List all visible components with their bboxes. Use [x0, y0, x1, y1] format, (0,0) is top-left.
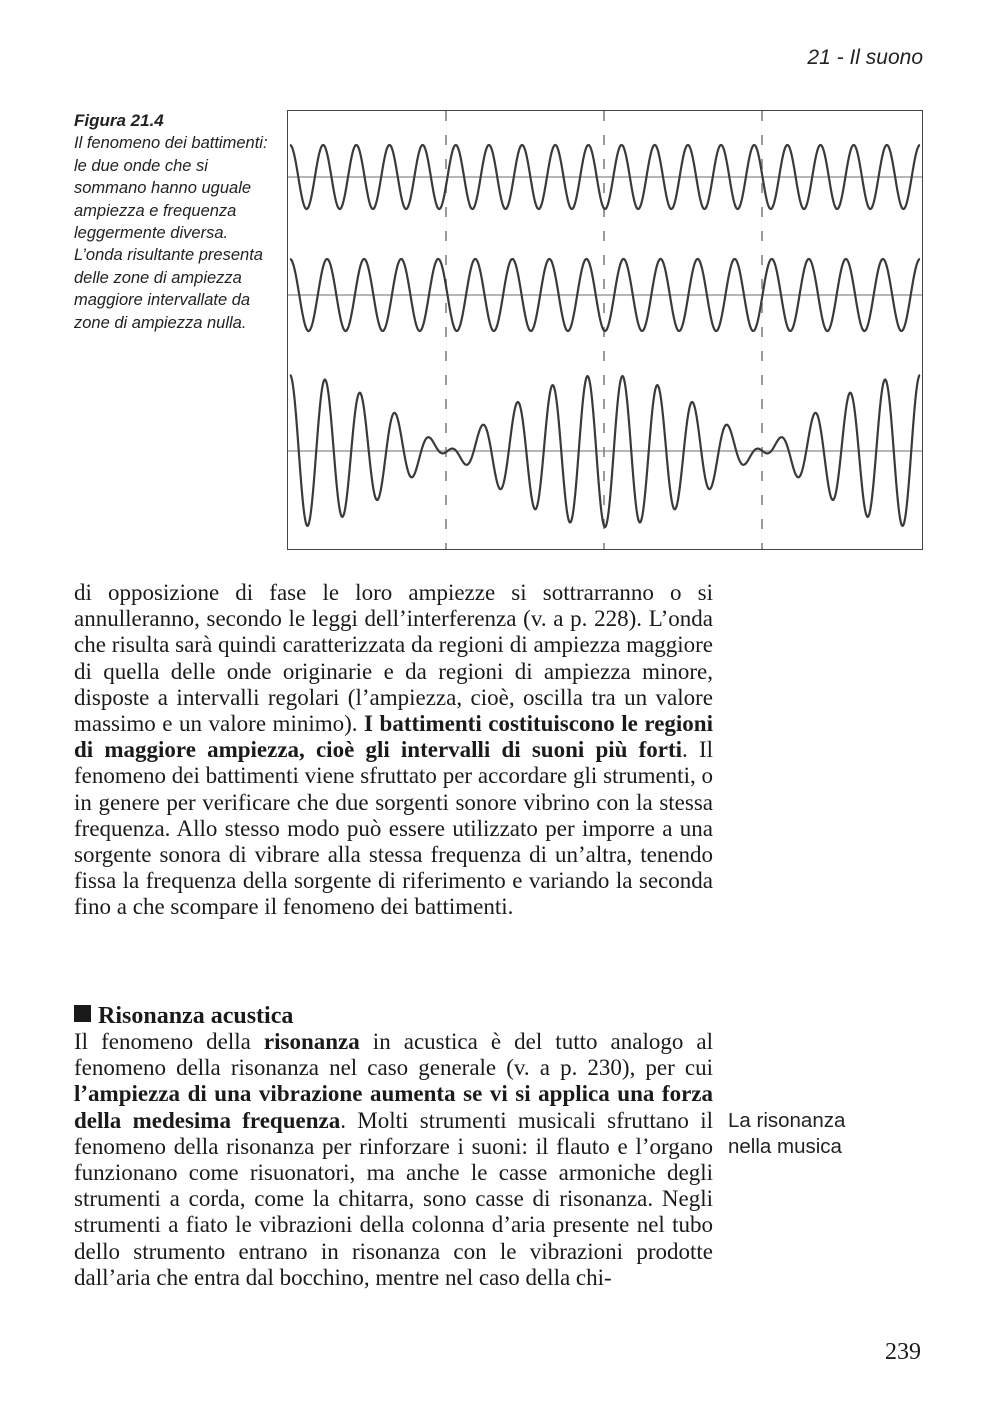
beats-waveform-plot: [288, 111, 922, 549]
bold-term-risonanza: risonanza: [263, 1029, 360, 1054]
text-run: Il fenomeno della: [74, 1029, 264, 1054]
margin-note-line: La risonanza: [728, 1109, 846, 1132]
bold-definition-battimenti: I battimenti costituiscono le regioni di maggiore ampiezza, cioè gli intervalli di suoni più forti: [74, 711, 713, 763]
beats-figure: [287, 110, 923, 550]
paragraph-battimenti: [74, 580, 713, 921]
bold-definition-risonanza: l’ampiezza di una vibrazione aumenta se vi si applica una forza della medesima frequenza: [74, 1081, 713, 1133]
figure-title: Figura 21.4: [74, 111, 164, 130]
figure-caption: [74, 110, 274, 334]
margin-note-line: nella musica: [728, 1135, 842, 1158]
section-heading: [74, 1002, 293, 1030]
text-run: . Il fenomeno dei battimenti viene sfruttato per accordare gli strumenti, o in genere per verificare che due sorgenti sonore vibrino con la stessa frequenza. Allo stesso modo può essere utilizzato per imporre a una sorgente sonora di vibrare alla stessa frequenza di un’altra, tenendo fissa la frequenza della sorgente di riferimento e variando la seconda fino a che scompare il fenomeno dei battimenti.: [74, 737, 713, 920]
text-run: in acustica è del tutto analogo al fenomeno della risonanza nel caso generale (v. a p. 230), per cui: [74, 1029, 714, 1081]
running-header: 21 - Il suono: [807, 46, 923, 69]
square-bullet-icon: [74, 1005, 91, 1022]
text-run: . Molti strumenti musicali sfruttano il fenomeno della risonanza per rinforzare i suoni: il flauto e l’organo funzionano come risuonatori, ma anche le casse armoniche degli strumenti a corda, come la chitarra, sono casse di risonanza. Negli strumenti a fiato le vibrazioni della colonna d’aria presente nel tubo dello strumento entrano in risonanza con le vibrazioni prodotte dall’aria che entra dal bocchino, mentre nel caso della chi-: [74, 1107, 714, 1290]
section-heading-text: Risonanza acustica: [98, 1003, 294, 1029]
paragraph-battimenti-text: [74, 580, 713, 921]
margin-note: [728, 1108, 878, 1160]
text-run: di opposizione di fase le loro ampiezze si sottrarranno o si annulleranno, secondo le leggi dell’interferenza (v. a p. 228). L’onda che risulta sarà quindi caratterizzata da regioni di ampiezza maggiore di quella delle onde originarie e da regioni di ampiezza minore, disposte a intervalli regolari (l’ampiezza, cioè, oscilla tra un valore massimo e un valore minimo).: [74, 580, 713, 737]
figure-caption-text: Il fenomeno dei battimenti: le due onde che si sommano hanno uguale ampiezza e frequenza leggermente diversa. L’onda risultante presenta delle zone di ampiezza maggiore intervallate da zone di ampiezza nulla.: [74, 134, 268, 332]
paragraph-risonanza-text: [74, 1029, 713, 1291]
paragraph-risonanza: [74, 1029, 713, 1291]
page-number: 239: [885, 1339, 921, 1365]
